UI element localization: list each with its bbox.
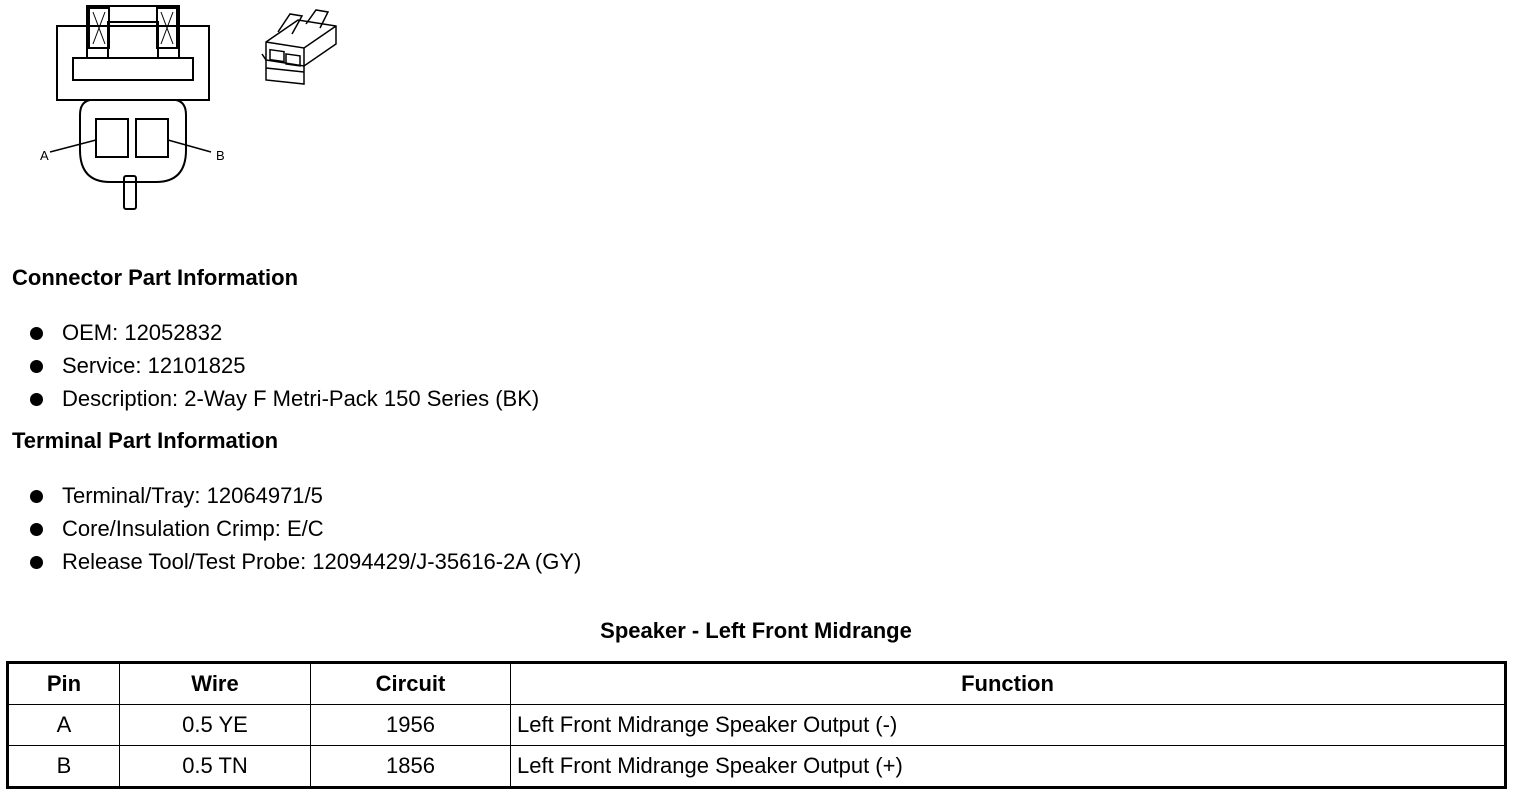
cell-pin: A	[8, 705, 120, 746]
bullet-icon	[30, 556, 43, 569]
pin-table	[6, 661, 1507, 789]
cell-circuit: 1956	[311, 705, 511, 746]
connector-face-diagram	[30, 0, 240, 215]
pin-label-a: A	[40, 148, 49, 163]
table-row	[8, 705, 1506, 746]
terminal-part-info-list	[30, 479, 581, 578]
header-function: Function	[511, 663, 1506, 705]
connector-part-info-list	[30, 316, 539, 415]
list-item: Service: 12101825	[30, 349, 539, 382]
header-pin: Pin	[8, 663, 120, 705]
list-item: OEM: 12052832	[30, 316, 539, 349]
list-item: Description: 2-Way F Metri-Pack 150 Series (BK)	[30, 382, 539, 415]
table-header-row	[8, 663, 1506, 705]
cell-wire: 0.5 TN	[120, 746, 311, 788]
header-wire: Wire	[120, 663, 311, 705]
connector-isometric-image	[258, 2, 348, 92]
pin-label-b: B	[216, 148, 225, 163]
connector-part-info-heading: Connector Part Information	[12, 265, 299, 290]
bullet-icon	[30, 360, 43, 373]
table-row	[8, 746, 1506, 788]
header-circuit: Circuit	[311, 663, 511, 705]
bullet-icon	[30, 327, 43, 340]
cell-wire: 0.5 YE	[120, 705, 311, 746]
terminal-part-info-heading: Terminal Part Information	[12, 428, 279, 453]
bullet-icon	[30, 490, 43, 503]
cell-function: Left Front Midrange Speaker Output (+)	[511, 746, 1506, 788]
bullet-icon	[30, 523, 43, 536]
list-item: Release Tool/Test Probe: 12094429/J-35616-2A (GY)	[30, 545, 581, 578]
list-item: Core/Insulation Crimp: E/C	[30, 512, 581, 545]
cell-circuit: 1856	[311, 746, 511, 788]
cell-pin: B	[8, 746, 120, 788]
list-item: Terminal/Tray: 12064971/5	[30, 479, 581, 512]
bullet-icon	[30, 393, 43, 406]
table-title: Speaker - Left Front Midrange	[600, 618, 912, 643]
cell-function: Left Front Midrange Speaker Output (-)	[511, 705, 1506, 746]
